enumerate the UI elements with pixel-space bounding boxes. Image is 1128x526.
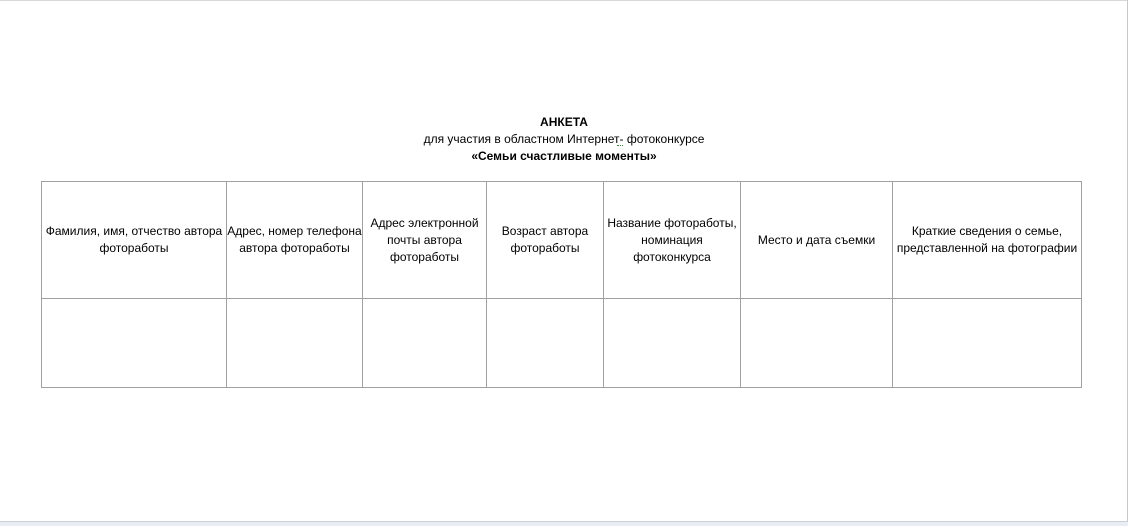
header-cell-full-name: Фамилия, имя, отчество автора фотоработы [42,182,227,299]
table-cell[interactable] [604,299,741,388]
form-title: АНКЕТА [540,115,588,129]
table-row [42,299,1082,388]
contest-name: «Семьи счастливые моменты» [471,149,657,163]
table-cell[interactable] [487,299,604,388]
header-cell-family-info: Краткие сведения о семье, представленной на фотографии [893,182,1082,299]
header-cell-age: Возраст автора фотоработы [487,182,604,299]
table-cell[interactable] [893,299,1082,388]
form-subtitle [0,131,1128,148]
table-cell[interactable] [227,299,363,388]
table-cell[interactable] [363,299,487,388]
table-cell[interactable] [741,299,893,388]
subtitle-part2: - фотоконкурсе [619,132,705,146]
form-header [0,114,1128,165]
page-top-border [0,0,1128,1]
window-bottom-bar [0,521,1128,526]
header-cell-place-date: Место и дата съемки [741,182,893,299]
table-cell[interactable] [42,299,227,388]
header-cell-photo-title: Название фотоработы, номинация фотоконкурса [604,182,741,299]
header-cell-email: Адрес электронной почты автора фотоработы [363,182,487,299]
header-cell-address-phone: Адрес, номер телефона автора фотоработы [227,182,363,299]
subtitle-part1: для участия в областном Интернет [423,132,620,146]
table-header-row [42,182,1082,299]
application-table [41,181,1082,388]
